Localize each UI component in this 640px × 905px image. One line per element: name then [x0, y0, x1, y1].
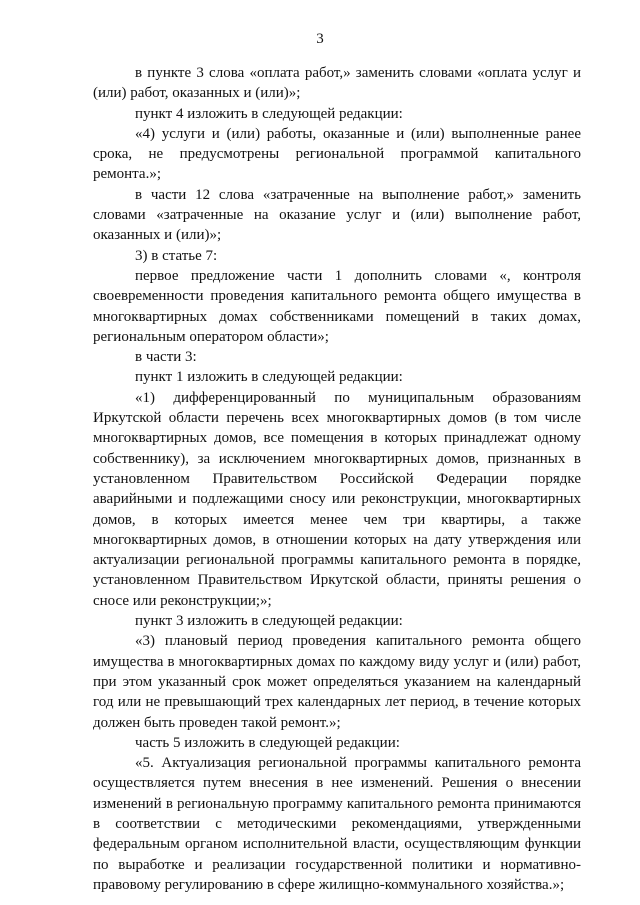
paragraph: в пункте 3 слова «оплата работ,» заменить словами «оплата услуг и (или) работ, оказанных и (или)»; [93, 65, 581, 102]
paragraph: «3) плановый период проведения капитального ремонта общего имущества в многоквартирных домах по каждому виду услуг и (или) работ, при этом указанный срок может определяться указанием на календарный год или не превышающий трех календарных лет период, в течение которых должен быть проведен такой ремонт.»; [93, 633, 581, 731]
paragraph: пункт 4 изложить в следующей редакции: [135, 105, 403, 122]
paragraph: часть 5 изложить в следующей редакции: [135, 734, 400, 751]
paragraph: «4) услуги и (или) работы, оказанные и (или) выполненные ранее срока, не предусмотрены региональной программой капитального ремонта.»; [93, 125, 581, 183]
paragraph: «5. Актуализация региональной программы капитального ремонта осуществляется путем внесения в нее изменений. Решения о внесении изменений в региональную программу капитального ремонта принимаются в соответствии с методическими рекомендациями, утвержденными федеральным органом исполнительной власти, осуществляющим функции по выработке и реализации государственной политики и нормативно-правовому регулированию в сфере жилищно-коммунального хозяйства.»; [93, 755, 581, 893]
paragraph: пункт 1 изложить в следующей редакции: [135, 369, 403, 386]
document-body [93, 63, 581, 895]
paragraph: первое предложение части 1 дополнить словами «, контроля своевременности проведения капитального ремонта общего имущества в многоквартирных домах собственниками помещений в таких домах, региональным оператором области»; [93, 267, 581, 345]
page-number: 3 [316, 31, 324, 47]
paragraph: пункт 3 изложить в следующей редакции: [135, 613, 403, 630]
paragraph: в части 3: [135, 349, 197, 366]
paragraph: «1) дифференцированный по муниципальным образованиям Иркутской области перечень всех многоквартирных домов (в том числе многоквартирных домов, все помещения в которых принадлежат одному собственнику), за исключением многоквартирных домов, признанных в установленном Правительством Российской Федерации порядке аварийными и подлежащими сносу или реконструкции, многоквартирных домов, в которых имеется менее чем три квартиры, а также многоквартирных домов, в отношении которых на дату утверждения или актуализации региональной программы капитального ремонта в порядке, установленном Правительством Иркутской области, приняты решения о сносе или реконструкции;»; [93, 389, 581, 609]
paragraph: в части 12 слова «затраченные на выполнение работ,» заменить словами «затраченные на оказание услуг и (или) выполнение работ, оказанных и (или)»; [93, 186, 581, 244]
paragraph: 3) в статье 7: [135, 247, 218, 264]
